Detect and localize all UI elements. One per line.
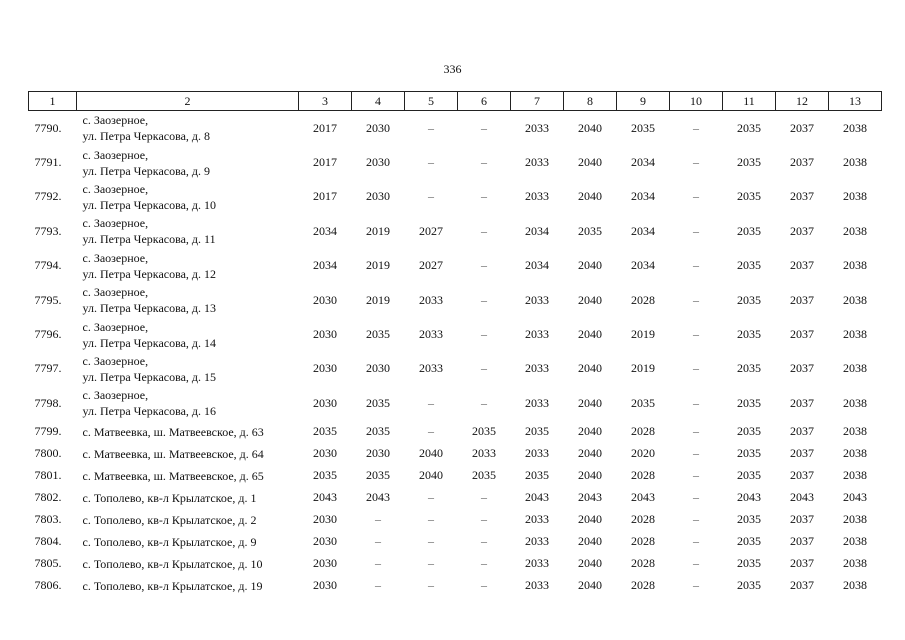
year-cell-col-9: 2034 — [631, 258, 655, 273]
year-cell-col-6: – — [481, 155, 487, 170]
row-number: 7805. — [34, 556, 62, 571]
year-cell-col-12: 2037 — [790, 258, 814, 273]
address-line: ул. Петра Черкасова, д. 15 — [82, 369, 217, 384]
row-number: 7790. — [34, 120, 62, 135]
year-cell-col-6: – — [481, 534, 487, 549]
row-number: 7803. — [34, 512, 62, 527]
table-row — [29, 509, 882, 531]
year-cell-col-11: 2035 — [737, 556, 761, 571]
column-header-11: 11 — [723, 92, 776, 111]
year-cell-col-3: 2030 — [313, 327, 337, 342]
address-line: с. Матвеевка, ш. Матвеевское, д. 65 — [82, 468, 264, 483]
year-cell-col-6: – — [481, 512, 487, 527]
address-cell — [77, 111, 299, 146]
year-cell-col-5: 2033 — [419, 292, 443, 307]
year-cell-col-8: 2040 — [578, 468, 602, 483]
table-row — [29, 575, 882, 597]
year-cell-col-3: 2030 — [313, 512, 337, 527]
address-line: ул. Петра Черкасова, д. 11 — [82, 232, 216, 247]
year-cell-col-7: 2033 — [525, 155, 549, 170]
year-cell-col-6: – — [481, 578, 487, 593]
year-cell-col-10: – — [693, 490, 699, 505]
address-line: с. Тополево, кв-л Крылатское, д. 1 — [82, 490, 257, 505]
year-cell-col-5: 2027 — [419, 223, 443, 238]
table-row — [29, 487, 882, 509]
year-cell-col-12: 2037 — [790, 189, 814, 204]
year-cell-col-8: 2040 — [578, 556, 602, 571]
year-cell-col-3: 2030 — [313, 292, 337, 307]
address-line: с. Заозерное, — [82, 353, 149, 368]
year-cell-col-9: 2019 — [631, 361, 655, 376]
year-cell-col-9: 2043 — [631, 490, 655, 505]
year-cell-col-12: 2037 — [790, 120, 814, 135]
year-cell-col-5: – — [428, 556, 434, 571]
year-cell-col-7: 2033 — [525, 578, 549, 593]
column-header-9: 9 — [617, 92, 670, 111]
year-cell-col-12: 2037 — [790, 223, 814, 238]
year-cell-col-9: 2028 — [631, 292, 655, 307]
year-cell-col-4: 2030 — [366, 446, 390, 461]
year-cell-col-13: 2038 — [843, 223, 867, 238]
year-cell-col-4: 2030 — [366, 189, 390, 204]
year-cell-col-7: 2033 — [525, 446, 549, 461]
year-cell-col-3: 2030 — [313, 534, 337, 549]
year-cell-col-10: – — [693, 556, 699, 571]
year-cell-col-5: – — [428, 490, 434, 505]
address-cell — [77, 180, 299, 214]
table-body — [29, 111, 882, 597]
address-cell — [77, 553, 299, 575]
address-line: с. Заозерное, — [82, 319, 149, 334]
year-cell-col-8: 2043 — [578, 490, 602, 505]
year-cell-col-12: 2037 — [790, 534, 814, 549]
year-cell-col-4: 2035 — [366, 327, 390, 342]
table-row — [29, 443, 882, 465]
year-cell-col-8: 2040 — [578, 258, 602, 273]
year-cell-col-6: – — [481, 395, 487, 410]
row-number: 7792. — [34, 189, 62, 204]
column-header-6: 6 — [458, 92, 511, 111]
year-cell-col-9: 2034 — [631, 189, 655, 204]
year-cell-col-3: 2017 — [313, 120, 337, 135]
year-cell-col-4: 2019 — [366, 223, 390, 238]
year-cell-col-5: – — [428, 155, 434, 170]
row-number: 7800. — [34, 446, 62, 461]
address-line: ул. Петра Черкасова, д. 10 — [82, 197, 217, 212]
year-cell-col-6: – — [481, 292, 487, 307]
column-header-4: 4 — [352, 92, 405, 111]
year-cell-col-3: 2017 — [313, 155, 337, 170]
year-cell-col-9: 2034 — [631, 155, 655, 170]
year-cell-col-3: 2034 — [313, 258, 337, 273]
year-cell-col-4: 2019 — [366, 258, 390, 273]
year-cell-col-7: 2033 — [525, 361, 549, 376]
year-cell-col-7: 2033 — [525, 327, 549, 342]
year-cell-col-10: – — [693, 534, 699, 549]
year-cell-col-6: – — [481, 556, 487, 571]
year-cell-col-5: – — [428, 512, 434, 527]
column-header-2: 2 — [77, 92, 299, 111]
address-cell — [77, 509, 299, 531]
year-cell-col-5: – — [428, 424, 434, 439]
year-cell-col-12: 2037 — [790, 327, 814, 342]
address-cell — [77, 465, 299, 487]
column-header-1: 1 — [29, 92, 77, 111]
year-cell-col-13: 2038 — [843, 424, 867, 439]
year-cell-col-11: 2035 — [737, 446, 761, 461]
table-row — [29, 283, 882, 317]
year-cell-col-13: 2038 — [843, 512, 867, 527]
row-number: 7793. — [34, 223, 62, 238]
year-cell-col-12: 2043 — [790, 490, 814, 505]
year-cell-col-5: – — [428, 189, 434, 204]
table-row — [29, 111, 882, 146]
year-cell-col-5: – — [428, 120, 434, 135]
address-line: с. Заозерное, — [82, 285, 149, 300]
year-cell-col-9: 2019 — [631, 327, 655, 342]
year-cell-col-10: – — [693, 189, 699, 204]
year-cell-col-12: 2037 — [790, 446, 814, 461]
year-cell-col-12: 2037 — [790, 556, 814, 571]
year-cell-col-12: 2037 — [790, 292, 814, 307]
year-cell-col-8: 2040 — [578, 446, 602, 461]
year-cell-col-10: – — [693, 223, 699, 238]
year-cell-col-11: 2035 — [737, 292, 761, 307]
table-row — [29, 421, 882, 443]
year-cell-col-11: 2035 — [737, 189, 761, 204]
year-cell-col-3: 2030 — [313, 556, 337, 571]
year-cell-col-4: 2035 — [366, 468, 390, 483]
table-row — [29, 214, 882, 248]
page-number: 336 — [443, 62, 462, 76]
table-row — [29, 465, 882, 487]
address-cell — [77, 249, 299, 283]
year-cell-col-13: 2038 — [843, 361, 867, 376]
column-header-12: 12 — [776, 92, 829, 111]
table-row — [29, 352, 882, 386]
address-line: ул. Петра Черкасова, д. 13 — [82, 301, 217, 316]
year-cell-col-7: 2033 — [525, 395, 549, 410]
year-cell-col-9: 2035 — [631, 395, 655, 410]
year-cell-col-3: 2034 — [313, 223, 337, 238]
row-number: 7801. — [34, 468, 62, 483]
repair-schedule-table — [28, 91, 882, 597]
row-number: 7804. — [34, 534, 62, 549]
year-cell-col-6: – — [481, 361, 487, 376]
year-cell-col-7: 2035 — [525, 424, 549, 439]
year-cell-col-11: 2035 — [737, 424, 761, 439]
address-line: с. Заозерное, — [82, 181, 149, 196]
year-cell-col-3: 2017 — [313, 189, 337, 204]
column-header-13: 13 — [829, 92, 882, 111]
column-header-7: 7 — [511, 92, 564, 111]
row-number: 7799. — [34, 424, 62, 439]
year-cell-col-8: 2035 — [578, 223, 602, 238]
address-cell — [77, 386, 299, 420]
row-number: 7791. — [34, 155, 62, 170]
year-cell-col-5: 2027 — [419, 258, 443, 273]
year-cell-col-13: 2038 — [843, 189, 867, 204]
year-cell-col-13: 2038 — [843, 556, 867, 571]
year-cell-col-13: 2038 — [843, 155, 867, 170]
row-number: 7802. — [34, 490, 62, 505]
year-cell-col-12: 2037 — [790, 395, 814, 410]
table-row — [29, 531, 882, 553]
year-cell-col-11: 2035 — [737, 120, 761, 135]
year-cell-col-6: – — [481, 189, 487, 204]
year-cell-col-5: 2033 — [419, 361, 443, 376]
year-cell-col-11: 2035 — [737, 361, 761, 376]
year-cell-col-10: – — [693, 292, 699, 307]
year-cell-col-4: – — [375, 534, 381, 549]
year-cell-col-13: 2038 — [843, 258, 867, 273]
year-cell-col-13: 2038 — [843, 446, 867, 461]
year-cell-col-10: – — [693, 512, 699, 527]
table-row — [29, 317, 882, 351]
year-cell-col-4: – — [375, 512, 381, 527]
year-cell-col-5: – — [428, 578, 434, 593]
table-header-row — [29, 92, 882, 111]
year-cell-col-8: 2040 — [578, 327, 602, 342]
address-line: с. Матвеевка, ш. Матвеевское, д. 64 — [82, 446, 264, 461]
address-line: ул. Петра Черкасова, д. 16 — [82, 404, 217, 419]
row-number: 7794. — [34, 258, 62, 273]
year-cell-col-6: – — [481, 223, 487, 238]
year-cell-col-11: 2043 — [737, 490, 761, 505]
address-cell — [77, 575, 299, 597]
year-cell-col-10: – — [693, 120, 699, 135]
year-cell-col-8: 2040 — [578, 120, 602, 135]
year-cell-col-5: – — [428, 534, 434, 549]
year-cell-col-3: 2030 — [313, 446, 337, 461]
year-cell-col-12: 2037 — [790, 578, 814, 593]
address-line: ул. Петра Черкасова, д. 9 — [82, 163, 211, 178]
year-cell-col-10: – — [693, 446, 699, 461]
year-cell-col-6: – — [481, 120, 487, 135]
year-cell-col-11: 2035 — [737, 578, 761, 593]
year-cell-col-4: – — [375, 578, 381, 593]
row-number: 7798. — [34, 395, 62, 410]
address-cell — [77, 214, 299, 248]
year-cell-col-3: 2030 — [313, 361, 337, 376]
address-line: с. Тополево, кв-л Крылатское, д. 2 — [82, 512, 257, 527]
year-cell-col-13: 2043 — [843, 490, 867, 505]
year-cell-col-8: 2040 — [578, 395, 602, 410]
address-line: ул. Петра Черкасова, д. 8 — [82, 129, 211, 144]
address-cell — [77, 443, 299, 465]
year-cell-col-9: 2028 — [631, 534, 655, 549]
year-cell-col-5: 2033 — [419, 327, 443, 342]
year-cell-col-4: 2030 — [366, 120, 390, 135]
year-cell-col-7: 2034 — [525, 223, 549, 238]
address-line: с. Тополево, кв-л Крылатское, д. 9 — [82, 534, 257, 549]
year-cell-col-9: 2034 — [631, 223, 655, 238]
year-cell-col-11: 2035 — [737, 327, 761, 342]
address-line: ул. Петра Черкасова, д. 12 — [82, 266, 217, 281]
year-cell-col-9: 2028 — [631, 468, 655, 483]
column-header-8: 8 — [564, 92, 617, 111]
year-cell-col-6: – — [481, 258, 487, 273]
address-cell — [77, 487, 299, 509]
year-cell-col-7: 2033 — [525, 556, 549, 571]
year-cell-col-13: 2038 — [843, 327, 867, 342]
year-cell-col-10: – — [693, 424, 699, 439]
address-line: с. Заозерное, — [82, 216, 149, 231]
table-row — [29, 249, 882, 283]
year-cell-col-9: 2035 — [631, 120, 655, 135]
year-cell-col-13: 2038 — [843, 534, 867, 549]
year-cell-col-13: 2038 — [843, 395, 867, 410]
year-cell-col-10: – — [693, 578, 699, 593]
year-cell-col-13: 2038 — [843, 292, 867, 307]
year-cell-col-12: 2037 — [790, 468, 814, 483]
address-cell — [77, 352, 299, 386]
year-cell-col-8: 2040 — [578, 578, 602, 593]
address-line: с. Заозерное, — [82, 250, 149, 265]
year-cell-col-13: 2038 — [843, 120, 867, 135]
year-cell-col-10: – — [693, 395, 699, 410]
year-cell-col-9: 2028 — [631, 556, 655, 571]
year-cell-col-3: 2035 — [313, 424, 337, 439]
address-cell — [77, 145, 299, 179]
table-row — [29, 145, 882, 179]
year-cell-col-6: – — [481, 490, 487, 505]
year-cell-col-11: 2035 — [737, 223, 761, 238]
row-number: 7806. — [34, 578, 62, 593]
year-cell-col-8: 2040 — [578, 189, 602, 204]
year-cell-col-10: – — [693, 361, 699, 376]
row-number: 7797. — [34, 361, 62, 376]
year-cell-col-10: – — [693, 155, 699, 170]
address-cell — [77, 531, 299, 553]
year-cell-col-7: 2033 — [525, 512, 549, 527]
year-cell-col-3: 2030 — [313, 578, 337, 593]
year-cell-col-12: 2037 — [790, 155, 814, 170]
address-line: с. Заозерное, — [82, 388, 149, 403]
year-cell-col-8: 2040 — [578, 155, 602, 170]
address-line: с. Заозерное, — [82, 113, 149, 128]
year-cell-col-4: 2043 — [366, 490, 390, 505]
row-number: 7795. — [34, 292, 62, 307]
address-cell — [77, 317, 299, 351]
year-cell-col-4: – — [375, 556, 381, 571]
year-cell-col-12: 2037 — [790, 424, 814, 439]
year-cell-col-9: 2028 — [631, 512, 655, 527]
year-cell-col-6: 2033 — [472, 446, 496, 461]
address-cell — [77, 421, 299, 443]
year-cell-col-12: 2037 — [790, 361, 814, 376]
address-line: с. Тополево, кв-л Крылатское, д. 10 — [82, 556, 263, 571]
address-line: с. Заозерное, — [82, 147, 149, 162]
year-cell-col-11: 2035 — [737, 534, 761, 549]
year-cell-col-9: 2020 — [631, 446, 655, 461]
year-cell-col-6: – — [481, 327, 487, 342]
year-cell-col-11: 2035 — [737, 155, 761, 170]
year-cell-col-11: 2035 — [737, 512, 761, 527]
year-cell-col-4: 2035 — [366, 395, 390, 410]
table-row — [29, 553, 882, 575]
year-cell-col-9: 2028 — [631, 424, 655, 439]
column-header-5: 5 — [405, 92, 458, 111]
column-header-3: 3 — [299, 92, 352, 111]
year-cell-col-8: 2040 — [578, 512, 602, 527]
year-cell-col-8: 2040 — [578, 424, 602, 439]
row-number: 7796. — [34, 327, 62, 342]
year-cell-col-11: 2035 — [737, 258, 761, 273]
year-cell-col-4: 2019 — [366, 292, 390, 307]
year-cell-col-3: 2035 — [313, 468, 337, 483]
year-cell-col-7: 2035 — [525, 468, 549, 483]
year-cell-col-4: 2035 — [366, 424, 390, 439]
year-cell-col-11: 2035 — [737, 468, 761, 483]
year-cell-col-6: 2035 — [472, 468, 496, 483]
year-cell-col-8: 2040 — [578, 534, 602, 549]
year-cell-col-7: 2033 — [525, 120, 549, 135]
year-cell-col-10: – — [693, 327, 699, 342]
year-cell-col-10: – — [693, 258, 699, 273]
table-row — [29, 180, 882, 214]
year-cell-col-13: 2038 — [843, 578, 867, 593]
year-cell-col-6: 2035 — [472, 424, 496, 439]
column-header-10: 10 — [670, 92, 723, 111]
year-cell-col-9: 2028 — [631, 578, 655, 593]
year-cell-col-7: 2034 — [525, 258, 549, 273]
year-cell-col-7: 2043 — [525, 490, 549, 505]
year-cell-col-3: 2030 — [313, 395, 337, 410]
year-cell-col-4: 2030 — [366, 361, 390, 376]
table-row — [29, 386, 882, 420]
year-cell-col-4: 2030 — [366, 155, 390, 170]
address-line: ул. Петра Черкасова, д. 14 — [82, 335, 217, 350]
year-cell-col-7: 2033 — [525, 534, 549, 549]
year-cell-col-5: 2040 — [419, 468, 443, 483]
year-cell-col-3: 2043 — [313, 490, 337, 505]
year-cell-col-10: – — [693, 468, 699, 483]
address-cell — [77, 283, 299, 317]
year-cell-col-8: 2040 — [578, 361, 602, 376]
year-cell-col-5: 2040 — [419, 446, 443, 461]
year-cell-col-7: 2033 — [525, 292, 549, 307]
address-line: с. Матвеевка, ш. Матвеевское, д. 63 — [82, 424, 264, 439]
year-cell-col-8: 2040 — [578, 292, 602, 307]
year-cell-col-11: 2035 — [737, 395, 761, 410]
year-cell-col-12: 2037 — [790, 512, 814, 527]
year-cell-col-13: 2038 — [843, 468, 867, 483]
year-cell-col-7: 2033 — [525, 189, 549, 204]
year-cell-col-5: – — [428, 395, 434, 410]
address-line: с. Тополево, кв-л Крылатское, д. 19 — [82, 578, 263, 593]
